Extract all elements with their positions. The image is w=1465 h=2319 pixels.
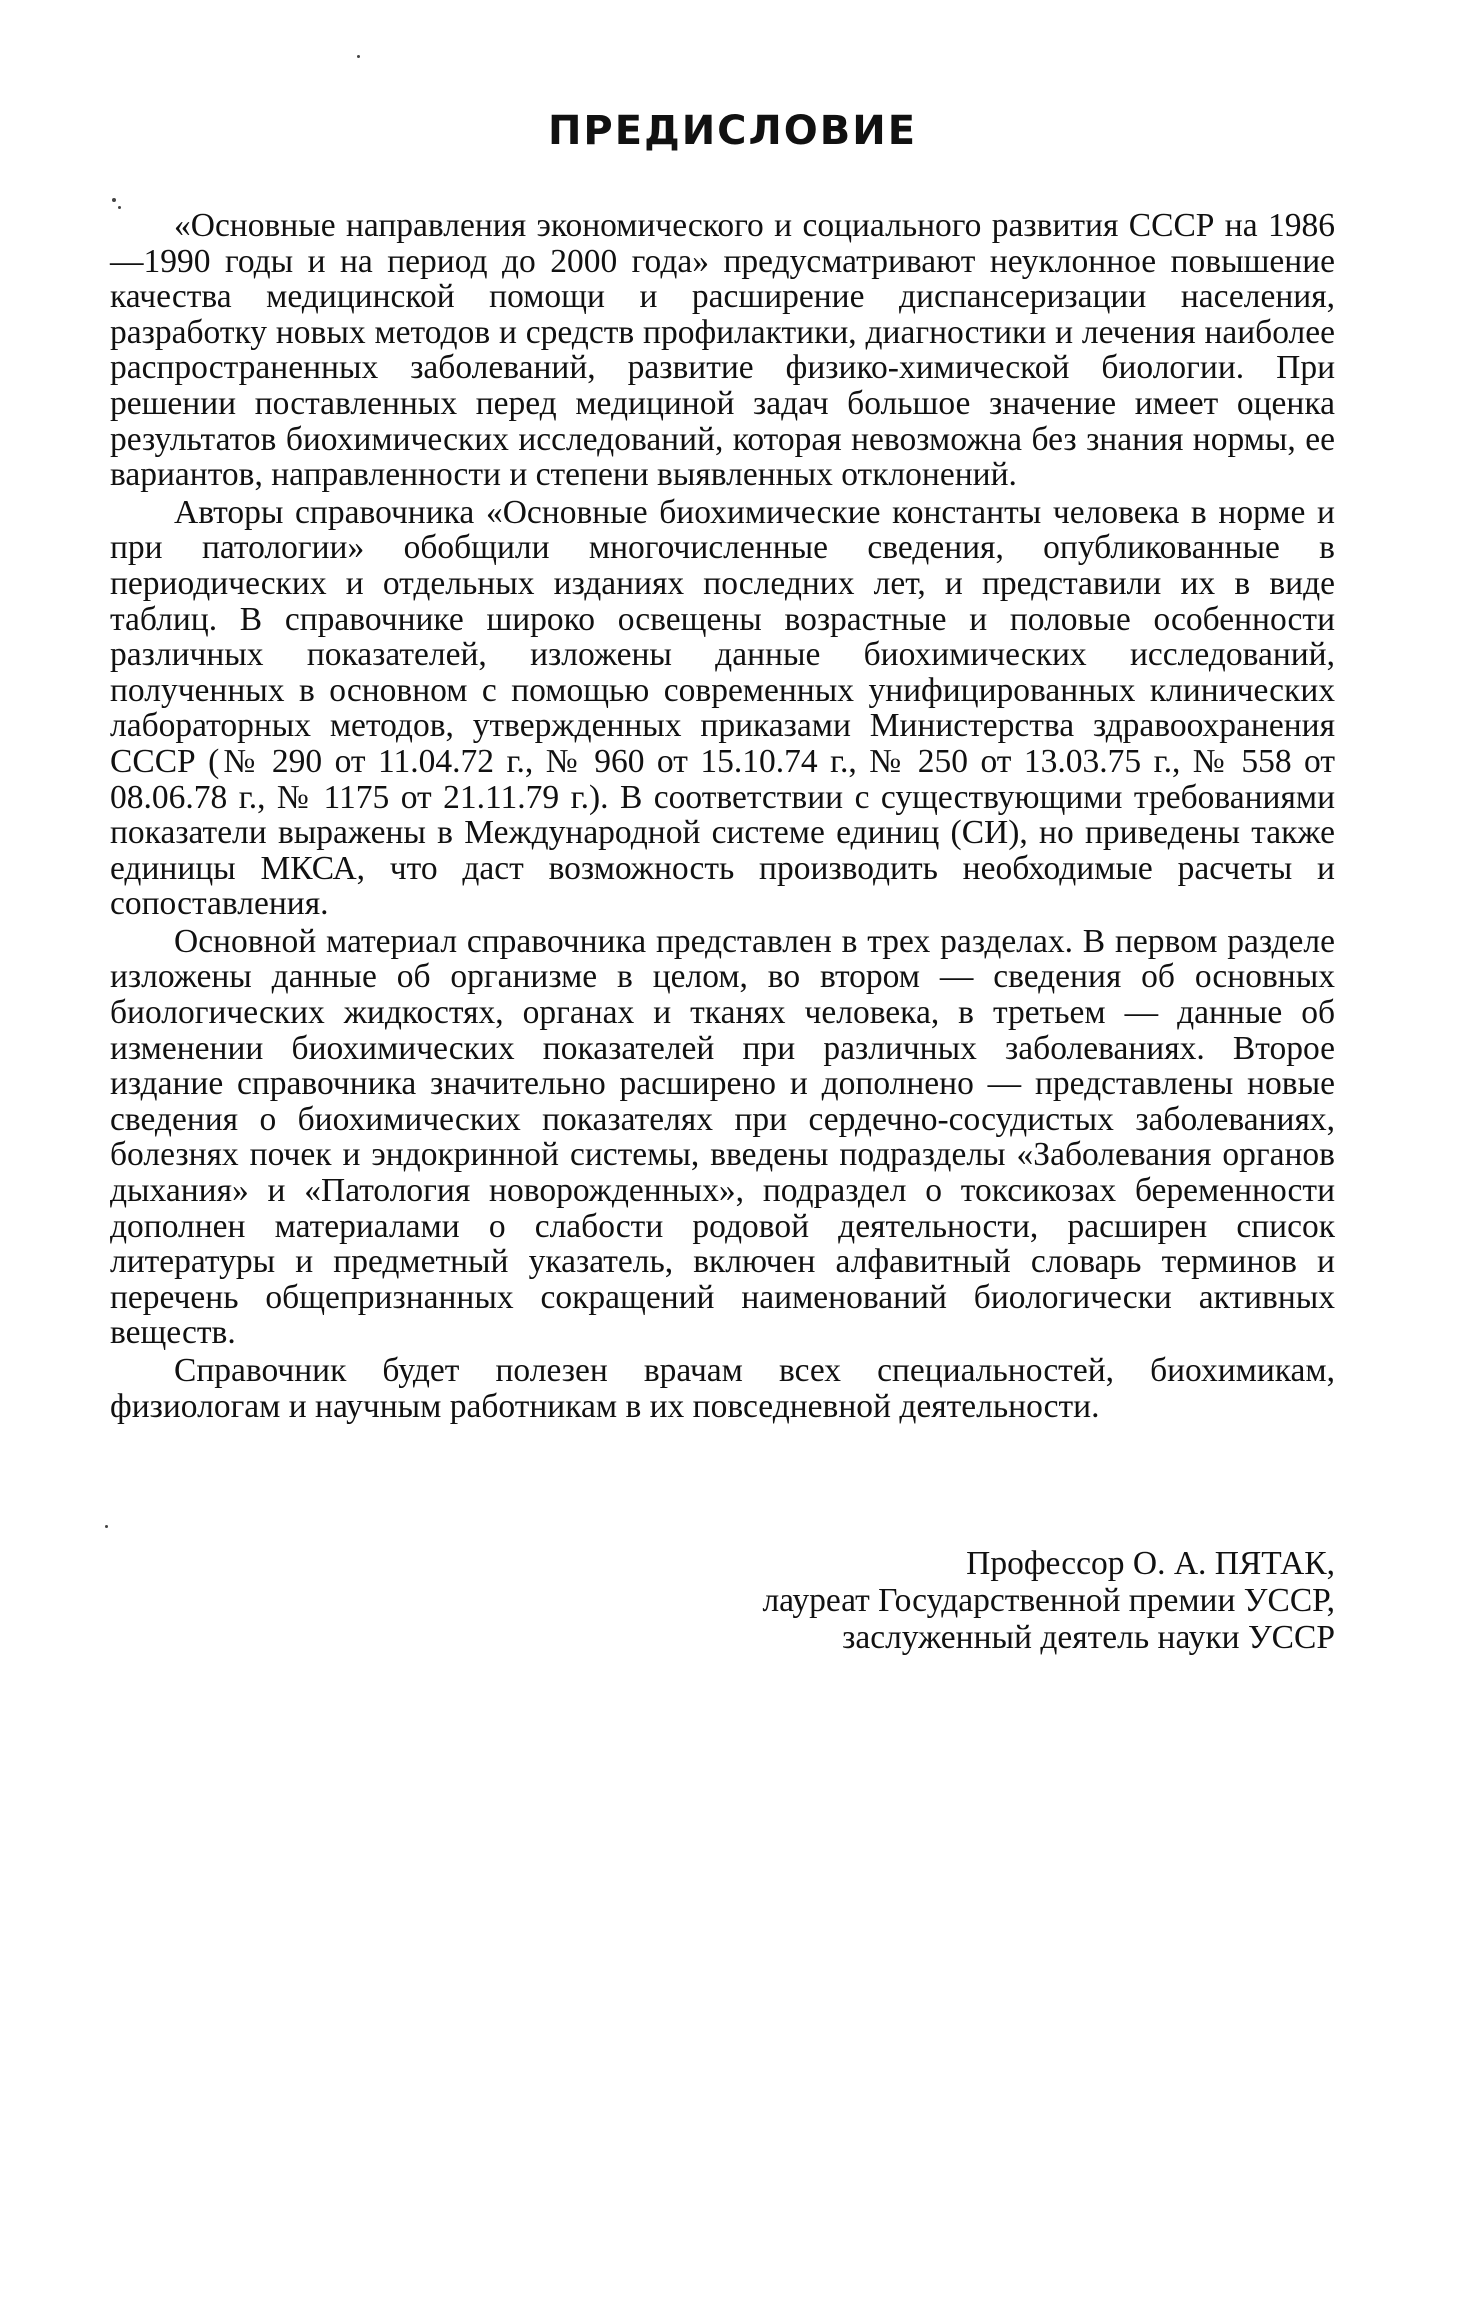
signature-title-2: заслуженный деятель науки УССР (842, 1619, 1335, 1656)
scan-speck (112, 198, 116, 202)
signature-name: Профессор О. А. ПЯТАК, (966, 1545, 1335, 1582)
paragraph-4: Справочник будет полезен врачам всех специальностей, биохимикам, физиологам и научным работникам в их повседневной деятельности. (110, 1352, 1335, 1425)
signature-block (762, 1545, 1335, 1656)
paragraph-2: Авторы справочника «Основные биохимические константы человека в норме и при патологии» обобщили многочисленные сведения, опубликованные в периодических и отдельных изданиях последних лет, и представили их в виде таблиц. В справочнике широко освещены возрастные и половые особенности различных показателей, изложены данные биохимических исследований, полученных в основном с помощью современных унифицированных клинических лабораторных методов, утвержденных приказами Министерства здравоохранения СССР (№ 290 от 11.04.72 г., № 960 от 15.10.74 г., № 250 от 13.03.75 г., № 558 от 08.06.78 г., № 1175 от 21.11.79 г.). В соответствии с существующими требованиями показатели выражены в Международной системе единиц (СИ), но приведены также единицы МКСА, что даст возможность производить необходимые расчеты и сопоставления. (110, 493, 1335, 923)
paragraph-1: «Основные направления экономического и социального развития СССР на 1986—1990 годы и на период до 2000 года» предусматривают неуклонное повышение качества медицинской помощи и расширение диспансеризации населения, разработку новых методов и средств профилактики, диагностики и лечения наиболее распространенных заболеваний, развитие физико-химической биологии. При решении поставленных перед медициной задач большое значение имеет оценка результатов биохимических исследований, которая невозможна без знания нормы, ее вариантов, направленности и степени выявленных отклонений. (110, 207, 1335, 494)
signature-title-1: лауреат Государственной премии УССР, (762, 1582, 1335, 1619)
scan-speck (105, 1525, 108, 1528)
preface-body (110, 208, 1335, 1426)
scan-speck (357, 55, 360, 58)
scan-speck (118, 206, 121, 209)
paragraph-3: Основной материал справочника представлен в трех разделах. В первом разделе изложены данные об организме в целом, во втором — сведения об основных биологических жидкостях, органах и тканях человека, в третьем — данные об изменении биохимических показателей при различных заболеваниях. Второе издание справочника значительно расширено и дополнено — представлены новые сведения о биохимических показателях при сердечно-сосудистых заболеваниях, болезнях почек и эндокринной системы, введены подразделы «Заболевания органов дыхания» и «Патология новорожденных», подраздел о токсикозах беременности дополнен материалами о слабости родовой деятельности, расширен список литературы и предметный указатель, включен алфавитный словарь терминов и перечень общепризнанных сокращений наименований биологически активных веществ. (110, 922, 1335, 1352)
page-title: ПРЕДИСЛОВИЕ (547, 108, 918, 154)
